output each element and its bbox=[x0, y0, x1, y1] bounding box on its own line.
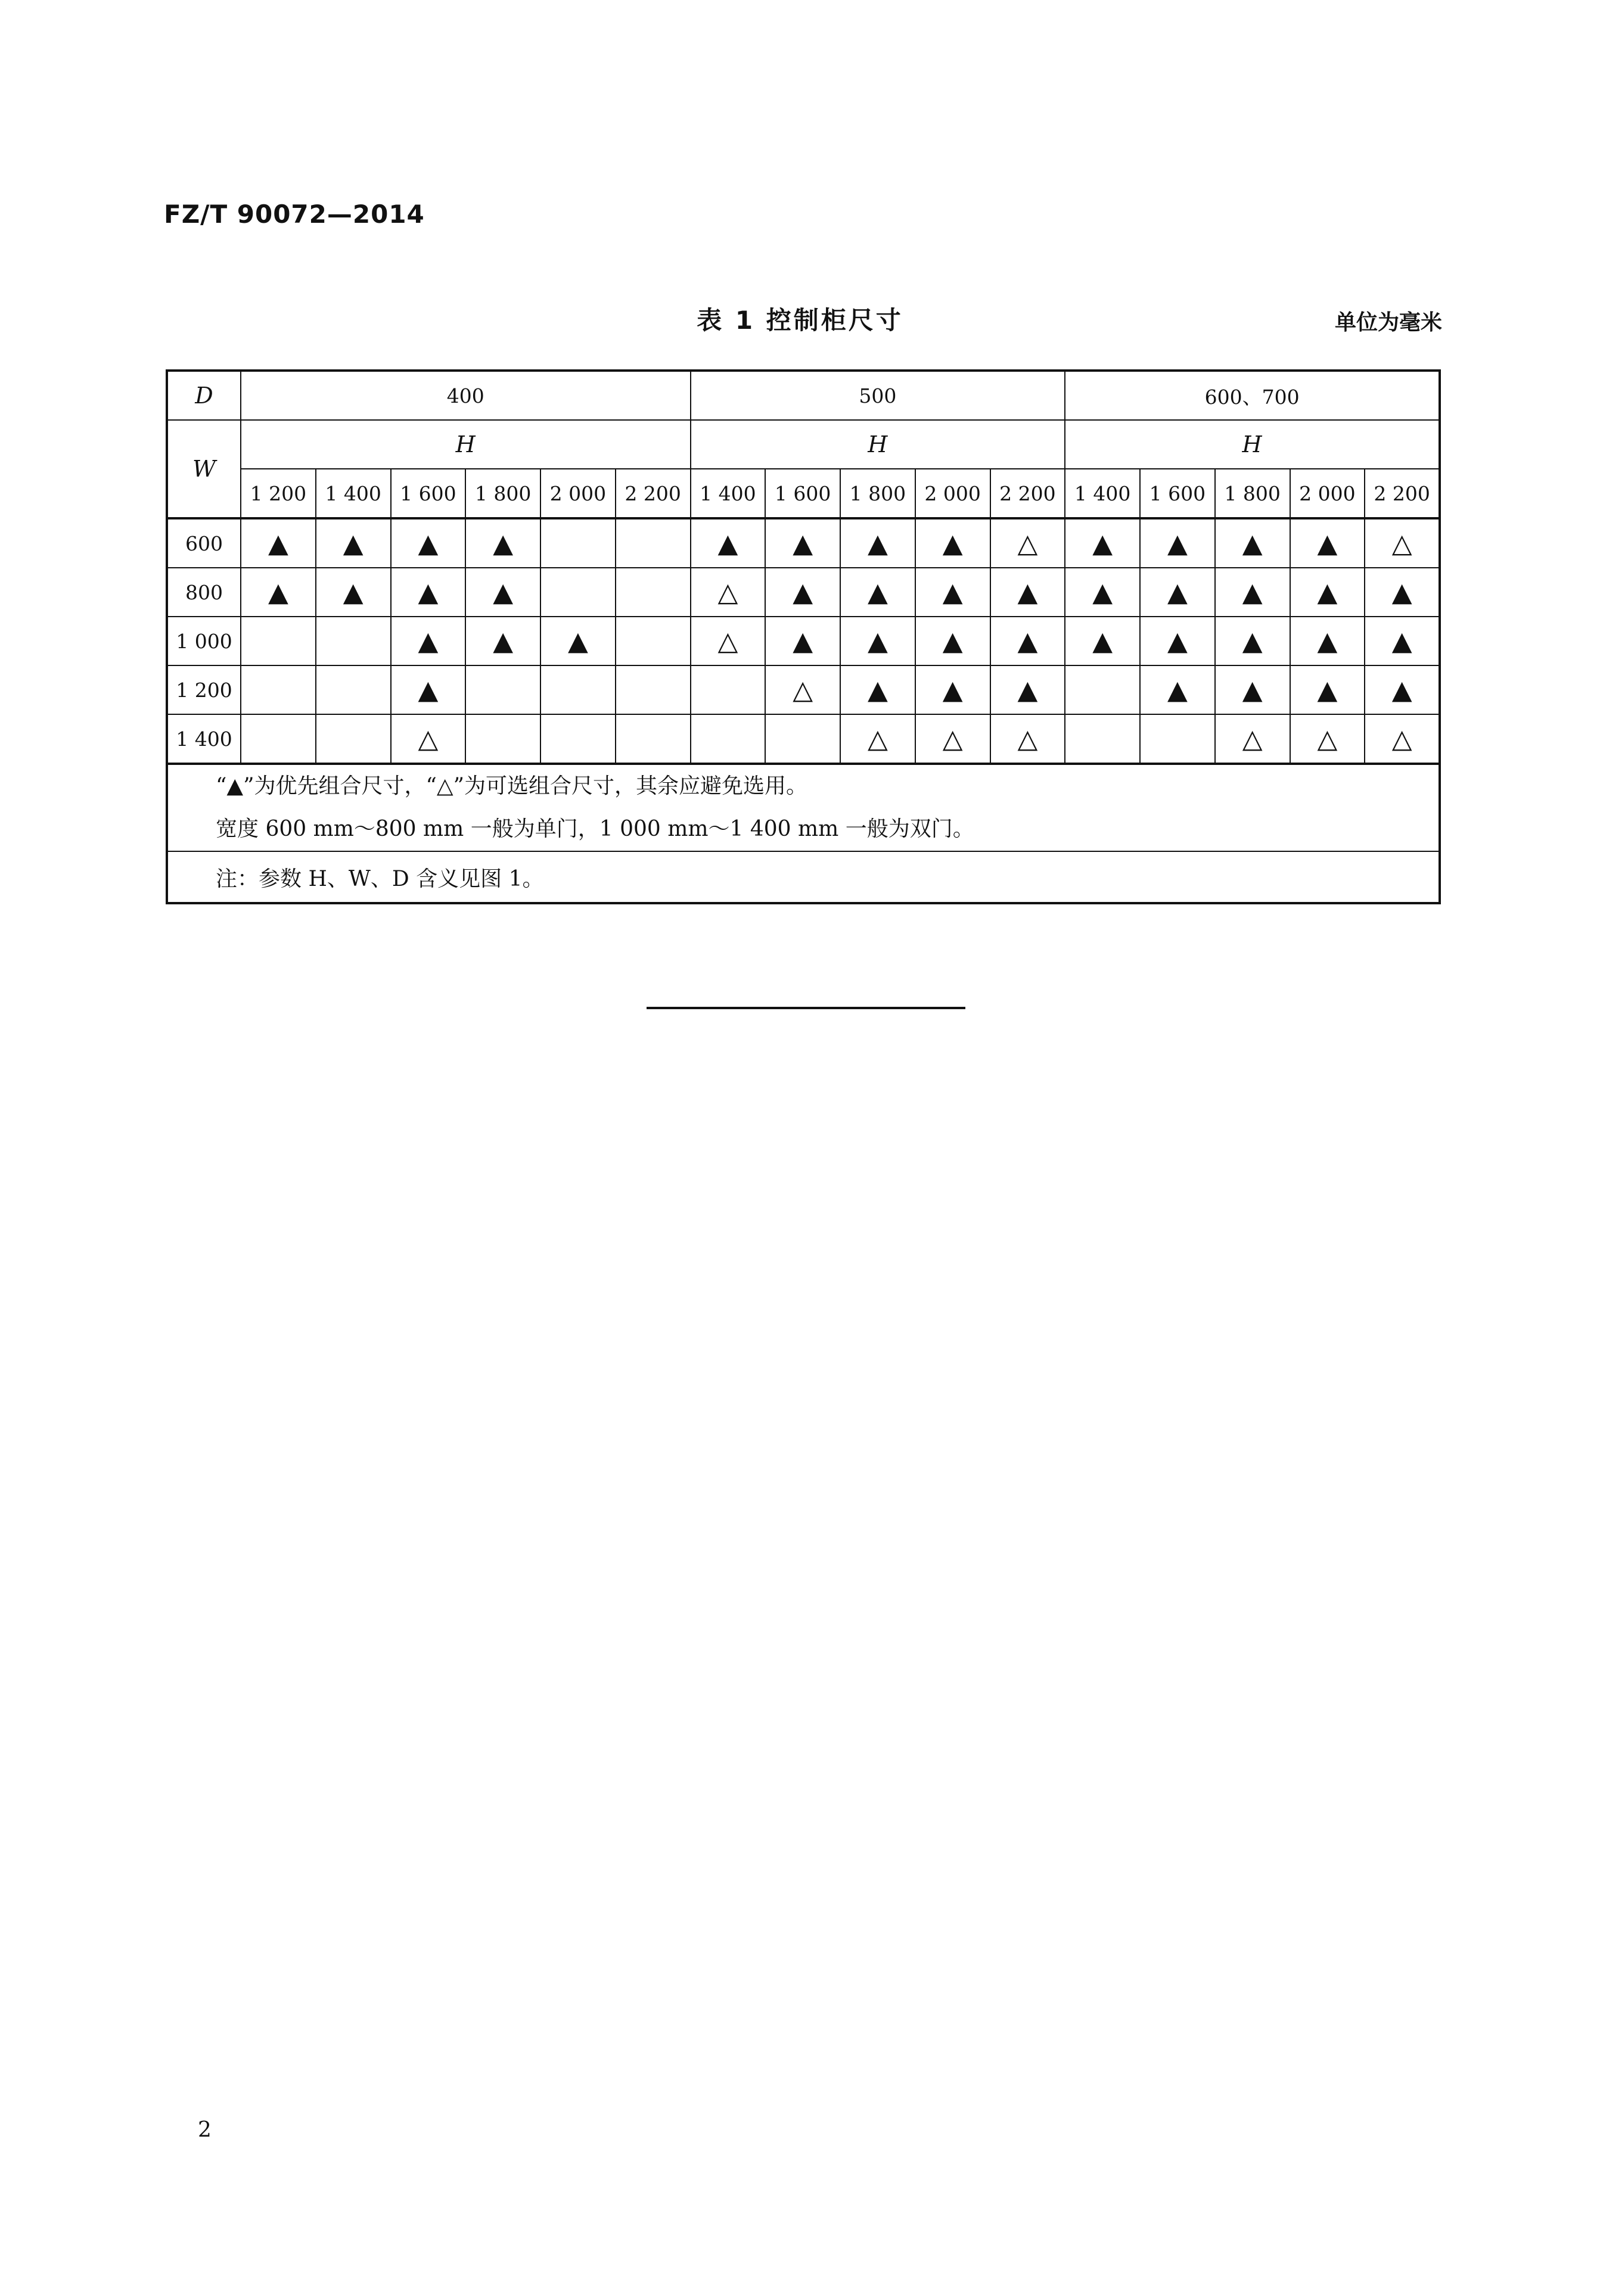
end-rule bbox=[647, 1007, 965, 1009]
empty-cell bbox=[540, 568, 616, 617]
preferred-mark: ▲ bbox=[1290, 518, 1365, 568]
preferred-mark: ▲ bbox=[840, 665, 915, 714]
optional-mark: △ bbox=[1365, 518, 1440, 568]
empty-cell bbox=[1065, 714, 1140, 764]
preferred-mark: ▲ bbox=[391, 568, 466, 617]
preferred-mark: ▲ bbox=[391, 665, 466, 714]
preferred-mark: ▲ bbox=[465, 518, 540, 568]
optional-mark: △ bbox=[691, 617, 766, 665]
preferred-mark: ▲ bbox=[241, 518, 316, 568]
empty-cell bbox=[616, 518, 691, 568]
empty-cell bbox=[1065, 665, 1140, 714]
height-value: 2 000 bbox=[1290, 469, 1365, 518]
preferred-mark: ▲ bbox=[1215, 518, 1290, 568]
preferred-mark: ▲ bbox=[1365, 617, 1440, 665]
preferred-mark: ▲ bbox=[465, 568, 540, 617]
empty-cell bbox=[691, 714, 766, 764]
preferred-mark: ▲ bbox=[840, 518, 915, 568]
width-row bbox=[167, 665, 1440, 714]
preferred-mark: ▲ bbox=[691, 518, 766, 568]
h-label: H bbox=[691, 420, 1065, 469]
preferred-mark: ▲ bbox=[990, 617, 1065, 665]
preferred-mark: ▲ bbox=[915, 568, 990, 617]
h-label: H bbox=[241, 420, 691, 469]
height-value: 1 800 bbox=[840, 469, 915, 518]
footnote-row bbox=[167, 851, 1440, 903]
optional-mark: △ bbox=[990, 518, 1065, 568]
notes-cell bbox=[167, 764, 1440, 851]
preferred-mark: ▲ bbox=[915, 617, 990, 665]
notes-row bbox=[167, 764, 1440, 851]
height-value: 2 200 bbox=[990, 469, 1065, 518]
height-value: 1 800 bbox=[1215, 469, 1290, 518]
preferred-mark: ▲ bbox=[1140, 617, 1215, 665]
d-label: D bbox=[167, 371, 241, 420]
optional-mark: △ bbox=[391, 714, 466, 764]
h-label: H bbox=[1065, 420, 1440, 469]
width-value: 800 bbox=[167, 568, 241, 617]
empty-cell bbox=[616, 617, 691, 665]
preferred-mark: ▲ bbox=[1065, 518, 1140, 568]
empty-cell bbox=[465, 714, 540, 764]
width-row bbox=[167, 617, 1440, 665]
empty-cell bbox=[616, 568, 691, 617]
width-row bbox=[167, 568, 1440, 617]
optional-mark: △ bbox=[765, 665, 840, 714]
optional-mark: △ bbox=[1215, 714, 1290, 764]
preferred-mark: ▲ bbox=[1290, 665, 1365, 714]
preferred-mark: ▲ bbox=[840, 617, 915, 665]
optional-mark: △ bbox=[990, 714, 1065, 764]
height-value: 1 600 bbox=[391, 469, 466, 518]
preferred-mark: ▲ bbox=[840, 568, 915, 617]
preferred-mark: ▲ bbox=[1140, 568, 1215, 617]
empty-cell bbox=[465, 665, 540, 714]
dimension-table bbox=[166, 369, 1441, 904]
empty-cell bbox=[765, 714, 840, 764]
preferred-mark: ▲ bbox=[391, 617, 466, 665]
empty-cell bbox=[1140, 714, 1215, 764]
height-value: 2 000 bbox=[540, 469, 616, 518]
unit-note: 单位为毫米 bbox=[1334, 310, 1442, 335]
table-title: 表 1 控制柜尺寸 bbox=[697, 306, 903, 335]
preferred-mark: ▲ bbox=[1290, 617, 1365, 665]
preferred-mark: ▲ bbox=[1365, 568, 1440, 617]
height-value: 1 600 bbox=[765, 469, 840, 518]
preferred-mark: ▲ bbox=[990, 568, 1065, 617]
empty-cell bbox=[241, 665, 316, 714]
optional-mark: △ bbox=[1365, 714, 1440, 764]
optional-mark: △ bbox=[691, 568, 766, 617]
page-number: 2 bbox=[198, 2118, 212, 2142]
preferred-mark: ▲ bbox=[540, 617, 616, 665]
width-row bbox=[167, 518, 1440, 568]
width-value: 1 200 bbox=[167, 665, 241, 714]
preferred-mark: ▲ bbox=[465, 617, 540, 665]
depth-header-row bbox=[167, 371, 1440, 420]
w-label: W bbox=[167, 420, 241, 518]
empty-cell bbox=[316, 714, 391, 764]
preferred-mark: ▲ bbox=[915, 518, 990, 568]
height-value: 2 200 bbox=[1365, 469, 1440, 518]
empty-cell bbox=[316, 617, 391, 665]
preferred-mark: ▲ bbox=[1065, 617, 1140, 665]
preferred-mark: ▲ bbox=[1365, 665, 1440, 714]
preferred-mark: ▲ bbox=[765, 568, 840, 617]
preferred-mark: ▲ bbox=[915, 665, 990, 714]
height-value: 1 800 bbox=[465, 469, 540, 518]
empty-cell bbox=[241, 617, 316, 665]
width-value: 1 000 bbox=[167, 617, 241, 665]
width-row bbox=[167, 714, 1440, 764]
empty-cell bbox=[540, 665, 616, 714]
standard-code: FZ/T 90072—2014 bbox=[164, 200, 425, 229]
height-value: 2 000 bbox=[915, 469, 990, 518]
empty-cell bbox=[616, 714, 691, 764]
optional-mark: △ bbox=[1290, 714, 1365, 764]
optional-mark: △ bbox=[840, 714, 915, 764]
preferred-mark: ▲ bbox=[1215, 568, 1290, 617]
width-value: 600 bbox=[167, 518, 241, 568]
height-value: 1 400 bbox=[316, 469, 391, 518]
preferred-mark: ▲ bbox=[1140, 665, 1215, 714]
preferred-mark: ▲ bbox=[316, 518, 391, 568]
height-value: 1 400 bbox=[1065, 469, 1140, 518]
empty-cell bbox=[241, 714, 316, 764]
preferred-mark: ▲ bbox=[1290, 568, 1365, 617]
footnote: 注：参数 H、W、D 含义见图 1。 bbox=[167, 851, 1440, 903]
empty-cell bbox=[691, 665, 766, 714]
optional-mark: △ bbox=[915, 714, 990, 764]
empty-cell bbox=[540, 714, 616, 764]
note-line: “▲”为优先组合尺寸，“△”为可选组合尺寸，其余应避免选用。 bbox=[216, 774, 807, 798]
preferred-mark: ▲ bbox=[316, 568, 391, 617]
empty-cell bbox=[540, 518, 616, 568]
height-value: 1 200 bbox=[241, 469, 316, 518]
preferred-mark: ▲ bbox=[765, 518, 840, 568]
height-values-row bbox=[167, 469, 1440, 518]
h-label-row bbox=[167, 420, 1440, 469]
preferred-mark: ▲ bbox=[241, 568, 316, 617]
depth-group-label: 600、700 bbox=[1065, 371, 1440, 420]
preferred-mark: ▲ bbox=[990, 665, 1065, 714]
height-value: 1 600 bbox=[1140, 469, 1215, 518]
preferred-mark: ▲ bbox=[1215, 665, 1290, 714]
note-line: 宽度 600 mm～800 mm 一般为单门，1 000 mm～1 400 mm 一般为双门。 bbox=[216, 817, 974, 841]
preferred-mark: ▲ bbox=[1065, 568, 1140, 617]
preferred-mark: ▲ bbox=[1140, 518, 1215, 568]
depth-group-label: 400 bbox=[241, 371, 691, 420]
preferred-mark: ▲ bbox=[765, 617, 840, 665]
height-value: 1 400 bbox=[691, 469, 766, 518]
depth-group-label: 500 bbox=[691, 371, 1065, 420]
preferred-mark: ▲ bbox=[1215, 617, 1290, 665]
preferred-mark: ▲ bbox=[391, 518, 466, 568]
width-value: 1 400 bbox=[167, 714, 241, 764]
height-value: 2 200 bbox=[616, 469, 691, 518]
empty-cell bbox=[616, 665, 691, 714]
empty-cell bbox=[316, 665, 391, 714]
